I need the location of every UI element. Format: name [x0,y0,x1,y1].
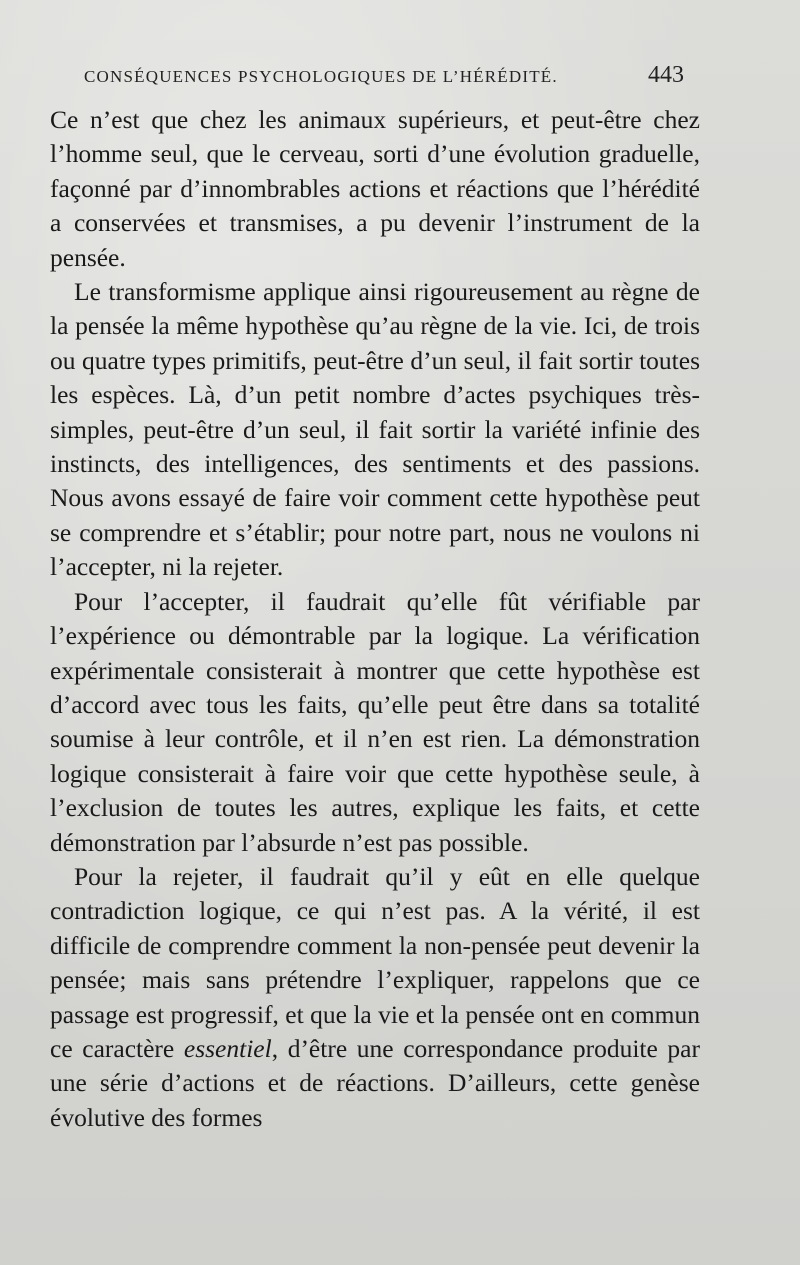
paragraph-1: Ce n’est que chez les animaux supérieurs, et peut-être chez l’homme seul, que le cerveau, sorti d’une évolution graduelle, façonné par d’innombrables actions et réactions que l’hérédité a conservées et transmises, a pu devenir l’instrument de la pensée. [50,105,700,272]
paragraph-4 [50,860,700,1135]
page-number: 443 [648,62,684,88]
paragraph-4-start: Pour la rejeter, il faudrait qu’il y eût en elle quelque contradiction logique, ce qui n’est pas. A la vérité, il est difficile de comprendre comment la non-pensée peut devenir la pensée; mais sans prétendre l’expliquer, rappelons que ce passage est progressif, et que la vie et la pensée ont en commun ce caractère [50,861,700,1063]
paragraph-2: Le transformisme applique ainsi rigoureusement au règne de la pensée la même hypothèse qu’au règne de la vie. Ici, de trois ou quatre types primitifs, peut-être d’un seul, il fait sortir toutes les espèces. Là, d’un petit nombre d’actes psychiques très-simples, peut-être d’un seul, il fait sortir la variété infinie des instincts, des intelligences, des sentiments et des passions. Nous avons essayé de faire voir comment cette hypothèse peut se comprendre et s’établir; pour notre part, nous ne voulons ni l’accepter, ni la rejeter. [50,277,700,582]
body-text [50,103,700,1135]
running-head-title: CONSÉQUENCES PSYCHOLOGIQUES DE L’HÉRÉDITÉ. [84,67,558,86]
running-head [84,62,684,88]
paragraph-4-end: , d’être une correspondance produite par une série d’actions et de réactions. D’ailleurs, cette genèse évolutive des formes [50,1033,700,1132]
paragraph-4-emphasis: essentiel [183,1033,272,1063]
paragraph-3: Pour l’accepter, il faudrait qu’elle fût vérifiable par l’expérience ou démontrable par la logique. La vérification expérimentale consisterait à montrer que cette hypothèse est d’accord avec tous les faits, qu’elle peut être dans sa totalité soumise à leur contrôle, et il n’en est rien. La démonstration logique consisterait à faire voir que cette hypothèse seule, à l’exclusion de toutes les autres, explique les faits, et cette démonstration par l’absurde n’est pas possible. [50,586,700,857]
